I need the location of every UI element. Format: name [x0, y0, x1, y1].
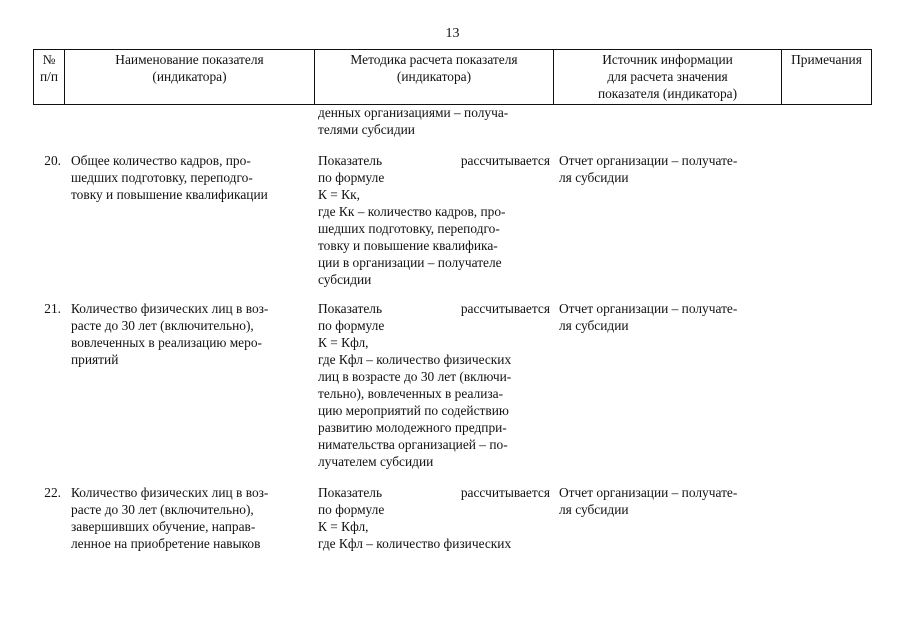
header-method-line: Методика расчета показателя [350, 52, 518, 67]
table-header [33, 49, 872, 105]
indicator-name-line: товку и повышение квалификации [71, 187, 268, 202]
method-line: где Кк – количество кадров, про- [318, 204, 506, 219]
header-method-line: (индикатора) [396, 69, 472, 84]
method-line: шедших подготовку, переподго- [318, 221, 500, 236]
source-line: ля субсидии [559, 502, 629, 517]
indicator-name-line: вовлеченных в реализацию меро- [71, 335, 262, 350]
indicator-name-line: ленное на приобретение навыков [71, 536, 261, 551]
method-first-line [318, 484, 550, 501]
method-first-line [318, 152, 550, 169]
header-source-line: для расчета значения [607, 69, 728, 84]
continuation-text [318, 104, 550, 138]
source-line: Отчет организации – получате- [559, 153, 738, 168]
header-number-line: п/п [39, 69, 59, 84]
source-line: ля субсидии [559, 170, 629, 185]
method-line: К = Кфл, [318, 335, 369, 350]
method-line: цию мероприятий по содействию [318, 403, 509, 418]
source-line: Отчет организации – получате- [559, 485, 738, 500]
method-line: по формуле [318, 170, 385, 185]
header-number-line: № [42, 52, 56, 67]
header-name-line: (индикатора) [152, 69, 227, 84]
method-line: лучателем субсидии [318, 454, 434, 469]
method-word: Показатель [318, 153, 383, 168]
calculation-method [318, 152, 550, 288]
calculation-method [318, 300, 550, 470]
method-line: товку и повышение квалифика- [318, 238, 498, 253]
indicator-name [71, 300, 307, 368]
header-source [554, 50, 782, 105]
info-source [559, 300, 774, 334]
method-line: лиц в возрасте до 30 лет (включи- [318, 369, 512, 384]
indicator-name [71, 152, 307, 203]
method-line: где Кфл – количество физических [318, 352, 512, 367]
indicator-name-line: расте до 30 лет (включительно), [71, 318, 254, 333]
method-word: Показатель [318, 485, 383, 500]
indicator-name-line: завершивших обучение, направ- [71, 519, 256, 534]
row-number: 21. [44, 301, 61, 316]
continuation-line: телями субсидии [318, 122, 415, 137]
indicator-name-line: Количество физических лиц в воз- [71, 485, 269, 500]
indicator-name-line: Общее количество кадров, про- [71, 153, 251, 168]
header-name [65, 50, 315, 105]
info-source [559, 152, 774, 186]
indicator-name-line: Количество физических лиц в воз- [71, 301, 269, 316]
header-method [315, 50, 554, 105]
indicator-name-line: приятий [71, 352, 119, 367]
method-line: субсидии [318, 272, 372, 287]
indicator-name-line: шедших подготовку, переподго- [71, 170, 253, 185]
method-line: где Кфл – количество физических [318, 536, 512, 551]
method-first-line [318, 300, 550, 317]
indicator-name [71, 484, 307, 552]
row-number: 20. [44, 153, 61, 168]
method-line: развитию молодежного предпри- [318, 420, 507, 435]
method-line: ции в организации – получателе [318, 255, 502, 270]
header-source-line: Источник информации [602, 52, 733, 67]
header-source-line: показателя (индикатора) [597, 86, 738, 101]
method-line: по формуле [318, 502, 385, 517]
method-word: рассчитывается [460, 485, 550, 500]
header-name-line: Наименование показателя [115, 52, 264, 67]
method-line: тельно), вовлеченных в реализа- [318, 386, 504, 401]
header-number [34, 50, 65, 105]
method-line: К = Кк, [318, 187, 360, 202]
method-line: по формуле [318, 318, 385, 333]
row-number: 22. [44, 485, 61, 500]
info-source [559, 484, 774, 518]
source-line: Отчет организации – получате- [559, 301, 738, 316]
header-notes-line: Примечания [791, 52, 862, 67]
header-notes [782, 50, 872, 105]
method-line: нимательства организацией – по- [318, 437, 508, 452]
continuation-line: денных организациями – получа- [318, 105, 509, 120]
indicator-name-line: расте до 30 лет (включительно), [71, 502, 254, 517]
method-word: рассчитывается [460, 301, 550, 316]
source-line: ля субсидии [559, 318, 629, 333]
method-line: К = Кфл, [318, 519, 369, 534]
calculation-method [318, 484, 550, 552]
page-number: 13 [445, 26, 460, 41]
method-word: Показатель [318, 301, 383, 316]
method-word: рассчитывается [460, 153, 550, 168]
